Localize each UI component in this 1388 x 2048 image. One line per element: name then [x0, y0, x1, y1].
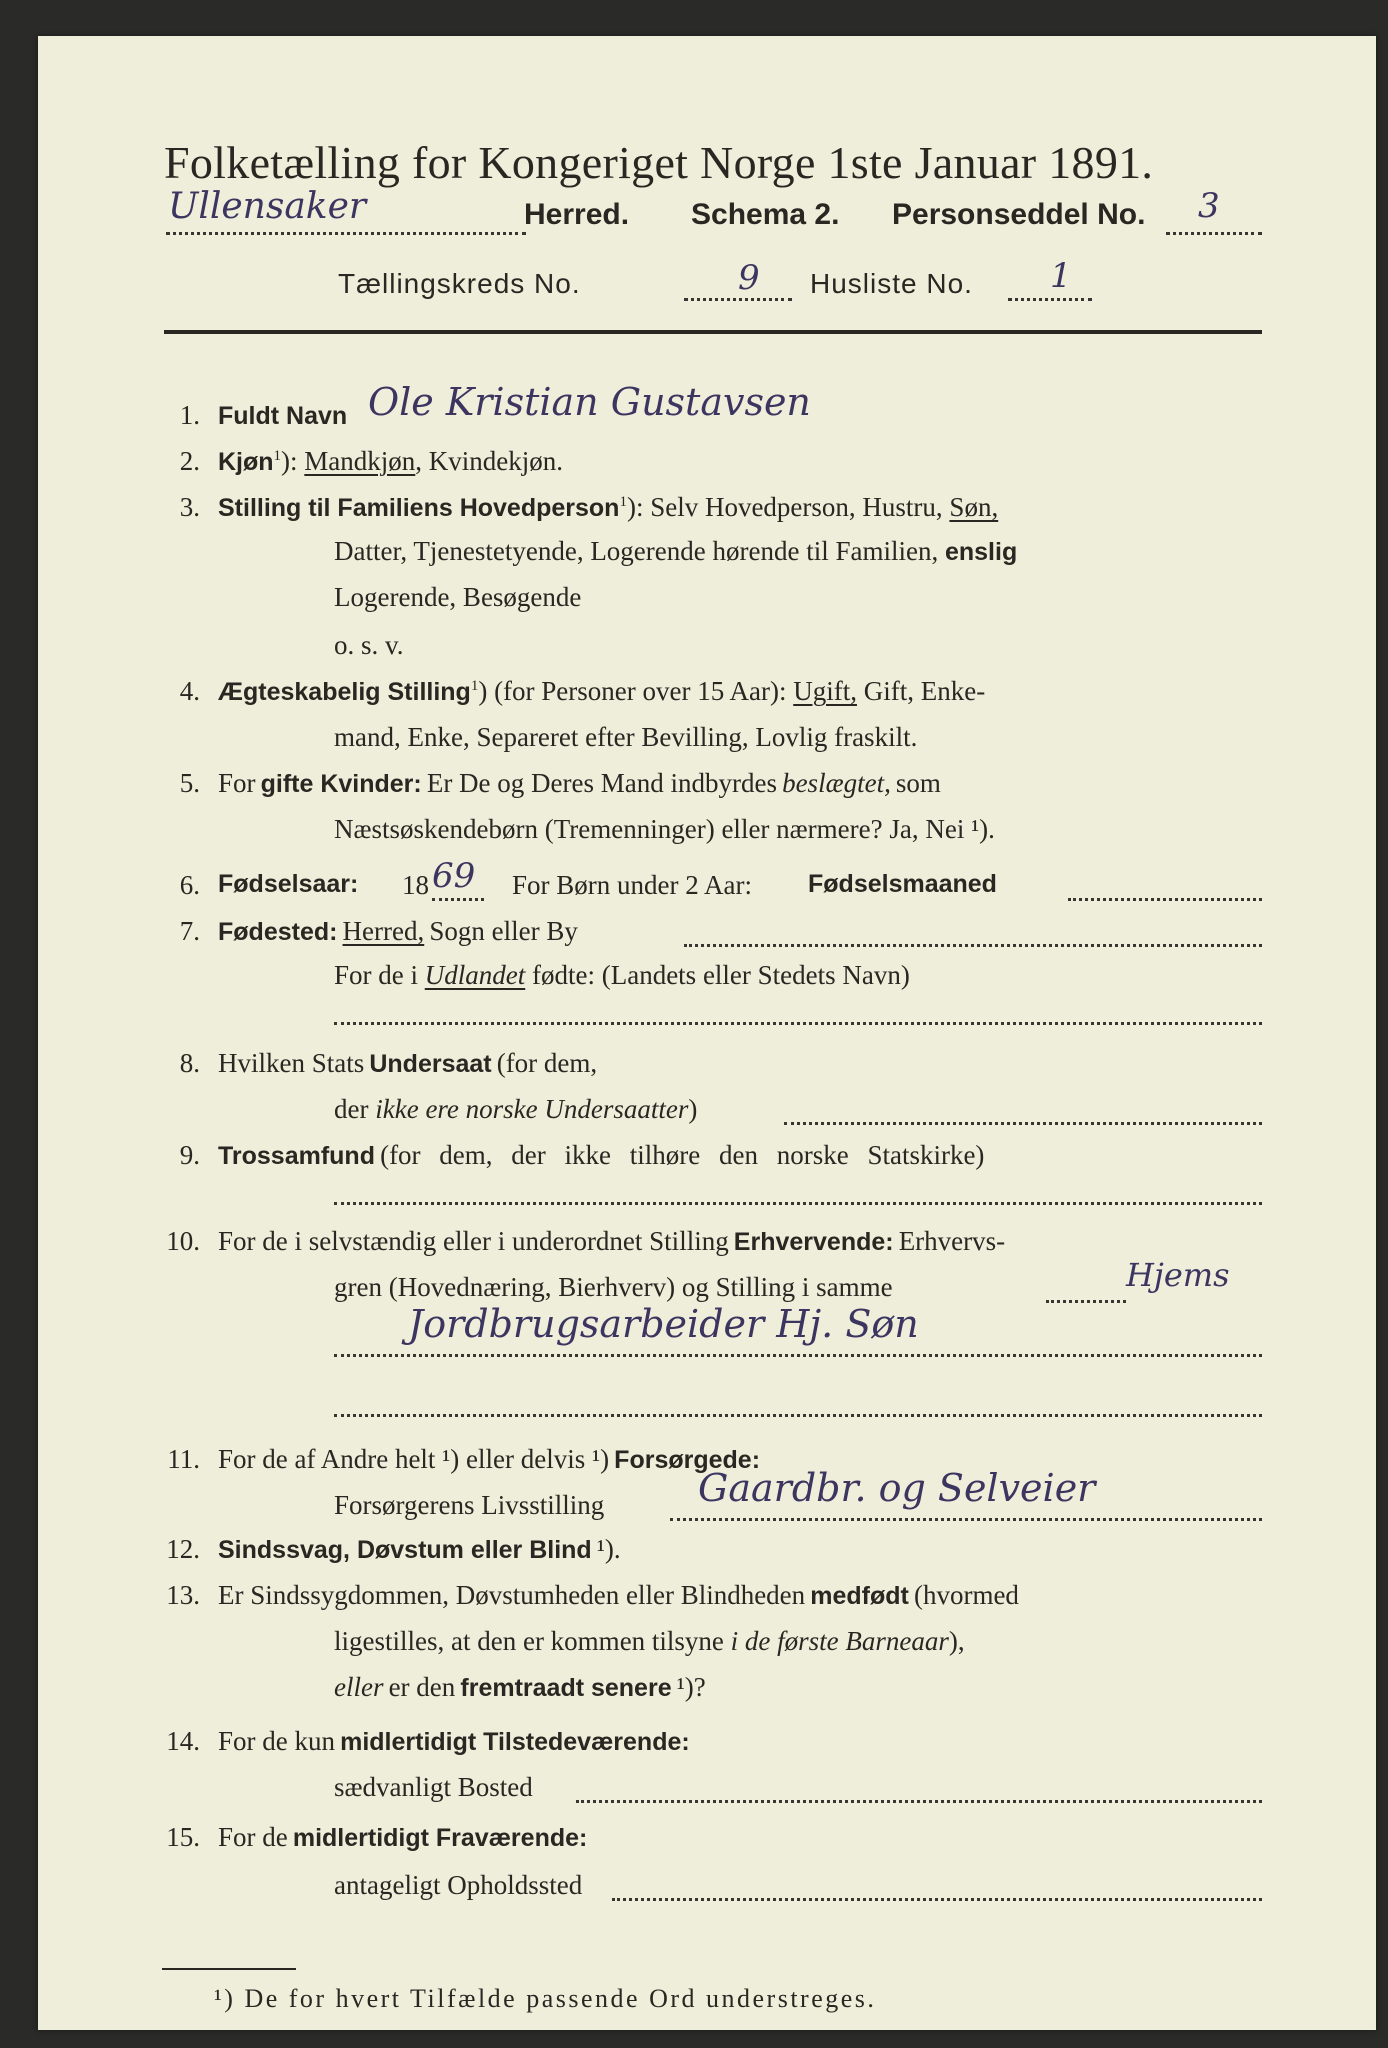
gifte-end: som	[895, 768, 941, 798]
label-stilling: Stilling til Familiens Hovedperson	[218, 494, 620, 522]
label-fodselsmaaned: Fødselsmaaned	[808, 870, 997, 898]
footnote: ¹) De for hvert Tilfælde passende Ord understreges.	[214, 1984, 877, 2013]
kjon-rest: ):	[281, 446, 298, 476]
erhverv-value: Jordbrugsarbeider Hj. Søn	[408, 1302, 919, 1346]
born-under-2: For Børn under 2 Aar:	[512, 870, 752, 900]
erhverv-value-a: Hjems	[1126, 1256, 1230, 1294]
item-number: 8.	[179, 1048, 200, 1078]
sindssvag-line	[218, 1534, 621, 1565]
item-number: 14.	[166, 1726, 200, 1756]
fodested-selected-option: Herred,	[342, 916, 425, 946]
item-number: 2.	[179, 446, 200, 476]
stilling-line-2	[334, 536, 1017, 567]
medfodt-line-2	[334, 1626, 965, 1657]
husliste-label: Husliste No.	[810, 268, 973, 299]
aegteskab-options: Gift, Enke-	[863, 676, 986, 706]
stilling-line-3: Logerende, Besøgende	[334, 582, 582, 612]
label-fodselsaar: Fødselsaar:	[218, 870, 359, 898]
medfodt-line-1	[218, 1580, 1019, 1611]
erhverv-end: Erhvervs-	[898, 1226, 1006, 1256]
trossamfund-note: (for dem, der ikke tilhøre den norske Statskirke)	[380, 1140, 985, 1170]
header-rule	[164, 330, 1262, 334]
item-number: 6.	[179, 870, 200, 900]
gifte-line-2: Næstsøskendebørn (Tremenninger) eller nærmere? Ja, Nei ¹).	[334, 814, 995, 844]
aegteskab-note: ) (for Personer over 15 Aar):	[478, 676, 787, 706]
kreds-label: Tællingskreds No.	[338, 268, 581, 299]
item-number: 13.	[166, 1580, 200, 1610]
kreds-value: 9	[738, 258, 760, 298]
full-name-value: Ole Kristian Gustavsen	[368, 380, 811, 424]
footnote-mark: 1	[273, 448, 282, 464]
undersaat-italic: ikke ere norske Undersaatter	[375, 1094, 689, 1124]
item-number: 15.	[166, 1822, 200, 1852]
gifte-italic: beslægtet,	[782, 768, 891, 798]
forsorgede-prefix: For de af Andre helt ¹) eller delvis ¹)	[218, 1444, 610, 1474]
medfodt-line2-end: ),	[948, 1626, 965, 1656]
item-number: 10.	[166, 1226, 200, 1256]
erhverv-prefix: For de i selvstændig eller i underordnet Stilling	[218, 1226, 729, 1256]
forsorgede-line-1	[218, 1444, 760, 1475]
undersaat-note: (for dem,	[496, 1048, 598, 1078]
herred-value: Ullensaker	[168, 186, 367, 227]
undersaat-line-1	[218, 1048, 597, 1079]
udland-prefix: For de i	[334, 960, 418, 990]
medfodt-line-3	[334, 1672, 706, 1703]
forsorger-value: Gaardbr. og Selveier	[698, 1466, 1096, 1510]
aegteskab-selected-option: Ugift,	[793, 676, 857, 706]
item-number: 4.	[179, 676, 200, 706]
label-trossamfund: Trossamfund	[218, 1142, 375, 1170]
medfodt-end: (hvormed	[913, 1580, 1019, 1610]
item-number: 5.	[179, 768, 200, 798]
stilling-line-1	[218, 492, 998, 523]
fodested-line-1	[218, 916, 578, 947]
personseddel-label: Personseddel No.	[892, 198, 1146, 231]
label-sindssvag: Sindssvag, Døvstum eller Blind	[218, 1536, 592, 1564]
footnote-mark: 1	[619, 494, 627, 510]
gifte-question: Er De og Deres Mand indbyrdes	[426, 768, 777, 798]
stilling-selected-option: Søn,	[949, 492, 999, 522]
medfodt-eller: eller	[334, 1672, 384, 1702]
fodselsaar-value: 69	[432, 856, 476, 896]
label-aegteskab: Ægteskabelig Stilling	[218, 678, 471, 706]
udland-italic: Udlandet	[424, 960, 526, 990]
label-medfodt: medfødt	[810, 1582, 909, 1610]
fravaerende-line-2: antageligt Opholdssted	[334, 1870, 583, 1900]
fravaerende-prefix: For de	[218, 1822, 288, 1852]
label-forsorgede: Forsørgede:	[614, 1446, 761, 1474]
fodselsaar-prefix: 18	[402, 870, 429, 900]
forsorgede-line-2: Forsørgerens Livsstilling	[334, 1490, 605, 1520]
form-title: Folketælling for Kongeriget Norge 1ste Januar 1891.	[164, 137, 1154, 188]
medfodt-prefix: Er Sindssygdommen, Døvstumheden eller Blindheden	[218, 1580, 806, 1610]
footnote-mark: 1	[470, 678, 479, 694]
medfodt-line3-end: ¹)?	[676, 1672, 706, 1702]
stilling-enslig: enslig	[944, 538, 1018, 566]
gifte-prefix: For	[218, 768, 256, 798]
label-fremtraadt: fremtraadt senere	[460, 1674, 672, 1702]
item-number: 11.	[167, 1444, 200, 1474]
item-number: 1.	[179, 400, 200, 430]
aegteskab-line-2: mand, Enke, Separeret efter Bevilling, Lovlig fraskilt.	[334, 722, 918, 752]
kjon-other-option: , Kvindekjøn.	[415, 446, 564, 476]
kjon-selected-option: Mandkjøn	[304, 446, 416, 476]
medfodt-line3-pre: er den	[388, 1672, 456, 1702]
trossamfund-line	[218, 1140, 984, 1171]
stilling-options-2: Datter, Tjenestetyende, Logerende hørende til Familien,	[334, 536, 939, 566]
label-fravaerende: midlertidigt Fraværende:	[292, 1824, 588, 1852]
fodested-line-2	[334, 960, 910, 991]
item-number: 7.	[179, 916, 200, 946]
husliste-value: 1	[1050, 256, 1072, 296]
undersaat-der: der	[334, 1094, 369, 1124]
erhverv-line-2: gren (Hovednæring, Bierhverv) og Stilling i samme	[334, 1272, 893, 1302]
label-fuldt-navn: Fuldt Navn	[218, 402, 348, 430]
undersaat-line-2	[334, 1094, 697, 1125]
stilling-options: ): Selv Hovedperson, Hustru,	[626, 492, 943, 522]
fodested-options: Sogn eller By	[429, 916, 578, 946]
label-tilstede: midlertidigt Tilstedeværende:	[340, 1728, 690, 1756]
undersaat-close: )	[688, 1094, 698, 1124]
label-undersaat: Undersaat	[369, 1050, 492, 1078]
herred-label: Herred.	[524, 198, 630, 231]
label-gifte: gifte Kvinder:	[260, 770, 422, 798]
fravaerende-line-1	[218, 1822, 587, 1853]
label-erhvervende: Erhvervende:	[733, 1228, 894, 1256]
census-form	[38, 36, 1376, 2030]
erhverv-line-1	[218, 1226, 1005, 1257]
aegteskab-line-1	[218, 676, 985, 707]
label-fodested: Fødested:	[218, 918, 338, 946]
gifte-line-1	[218, 768, 941, 799]
item-number: 3.	[179, 492, 200, 522]
item-number: 9.	[179, 1140, 200, 1170]
sindssvag-rest: ¹).	[596, 1534, 621, 1564]
tilstede-prefix: For de kun	[218, 1726, 335, 1756]
medfodt-italic: i de første Barneaar	[730, 1626, 949, 1656]
label-kjon: Kjøn	[218, 448, 274, 476]
stilling-line-4: o. s. v.	[334, 630, 404, 660]
personseddel-value: 3	[1198, 186, 1220, 226]
tilstede-line-1	[218, 1726, 690, 1757]
schema-label: Schema 2.	[691, 198, 840, 231]
udland-rest: fødte: (Landets eller Stedets Navn)	[532, 960, 910, 990]
item-number: 12.	[166, 1534, 200, 1564]
medfodt-line2-pre: ligestilles, at den er kommen tilsyne	[334, 1626, 724, 1656]
kjon-line	[218, 446, 563, 477]
tilstede-line-2: sædvanligt Bosted	[334, 1772, 533, 1802]
undersaat-prefix: Hvilken Stats	[218, 1048, 365, 1078]
footnote-rule	[162, 1968, 296, 1970]
